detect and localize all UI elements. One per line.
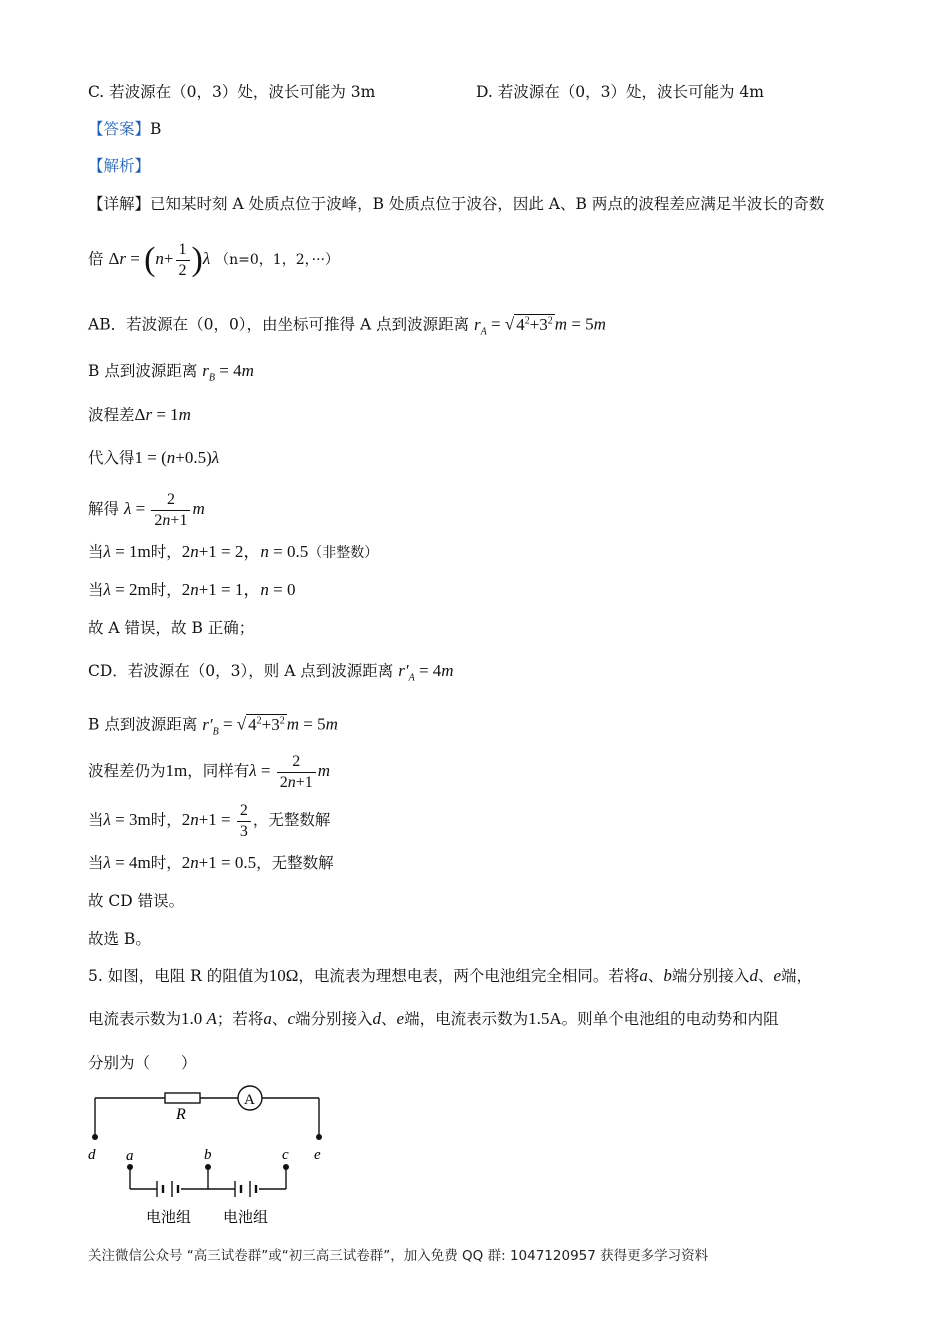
detail-tag: 【详解】 (88, 195, 151, 213)
cd-line-2: B 点到波源距离 $r'_B$ = √ $4^2+3^2$ m = 5m (88, 714, 338, 738)
battery-label-1: 电池组 (146, 1210, 192, 1226)
answer-line (88, 118, 161, 140)
ab-line-2: B 点到波源距离 $r_B = 4m$ (88, 361, 254, 384)
q5-line-1: 5. 如图，电阻 R 的阻值为10Ω，电流表为理想电表，两个电池组完全相同。若将a、b端分别接入d、e端， (88, 966, 813, 985)
ab-line-7: 当λ = 2m时，2n+1 = 1，n = 0 (88, 580, 296, 599)
terminal-e: e (314, 1147, 321, 1163)
cd-line-3: 波程差仍为1m，同样有λ = $\frac{2}{2n+1}$ m (88, 752, 331, 791)
detail-line-2: 倍 Δr = (n+ $\frac{1}{2}$ )λ （n=0，1，2，···） (88, 240, 339, 279)
terminal-b: b (204, 1147, 212, 1163)
answer-tag: 【答案】 (88, 120, 151, 138)
ab-line-3: 波程差Δr = 1m (88, 405, 191, 424)
detail-line-1 (88, 193, 824, 215)
terminal-a: a (126, 1148, 134, 1164)
final-choice: 故选 B。 (88, 930, 151, 948)
delta-r-formula: Δr = (108, 249, 145, 268)
q5-line-2: 电流表示数为1.0 A；若将a、c端分别接入d、e端，电流表示数为1.5A。则单个电池组的电动势和内阻 (88, 1009, 779, 1028)
resistor-label: R (176, 1106, 186, 1123)
battery-label-2: 电池组 (223, 1210, 269, 1226)
fraction-half: $\frac{1}{2}$ (176, 240, 190, 281)
option-d: D. 若波源在（0，3）处，波长可能为 4m (476, 83, 764, 101)
ab-line-6: 当λ = 1m时，2n+1 = 2，n = 0.5（非整数） (88, 542, 379, 561)
cd-conclusion: 故 CD 错误。 (88, 892, 185, 910)
cd-line-5: 当λ = 4m时，2n+1 = 0.5，无整数解 (88, 853, 334, 872)
ra-formula: $r_A$ = √ $4^2+3^2$ m = 5m (474, 314, 606, 338)
analysis-tag: 【解析】 (88, 157, 151, 175)
ab-line-1: AB．若波源在（0，0），由坐标可推得 A 点到波源距离 $r_A$ = √ $4^2+3^2$ m = 5m (88, 314, 606, 338)
battery-2 (235, 1181, 256, 1197)
cd-line-1: CD．若波源在（0，3），则 A 点到波源距离 $r'_A = 4m$ (88, 661, 454, 684)
answer-value: B (150, 120, 162, 138)
option-c: C. 若波源在（0，3）处，波长可能为 3m (88, 83, 376, 101)
terminal-c: c (282, 1147, 289, 1163)
circuit-diagram (80, 1085, 350, 1235)
battery-1 (157, 1181, 178, 1197)
cd-line-4: 当λ = 3m时，2n+1 = $\frac{2}{3}$ ，无整数解 (88, 801, 331, 840)
detail-line2-prefix: 倍 (88, 250, 109, 268)
detail-line2-suffix: （n=0，1，2，···） (215, 252, 339, 268)
ab-line-4: 代入得1 = (n+0.5)λ (88, 448, 220, 467)
ab-line-5: 解得 λ = $\frac{2}{2n+1}$ m (88, 490, 205, 529)
detail-text: 已知某时刻 A 处质点位于波峰，B 处质点位于波谷，因此 A、B 两点的波程差应满足半波长的奇数 (150, 195, 825, 213)
q5-line-3: 分别为（ ） (88, 1054, 197, 1072)
footer-note: 关注微信公众号 “高三试卷群”或“初三高三试卷群”，加入免费 QQ 群: 1047120957 获得更多学习资料 (88, 1248, 709, 1264)
terminal-d: d (88, 1147, 96, 1163)
ammeter-label: A (244, 1092, 255, 1108)
ab-conclusion: 故 A 错误，故 B 正确； (88, 619, 255, 637)
resistor (165, 1093, 200, 1103)
